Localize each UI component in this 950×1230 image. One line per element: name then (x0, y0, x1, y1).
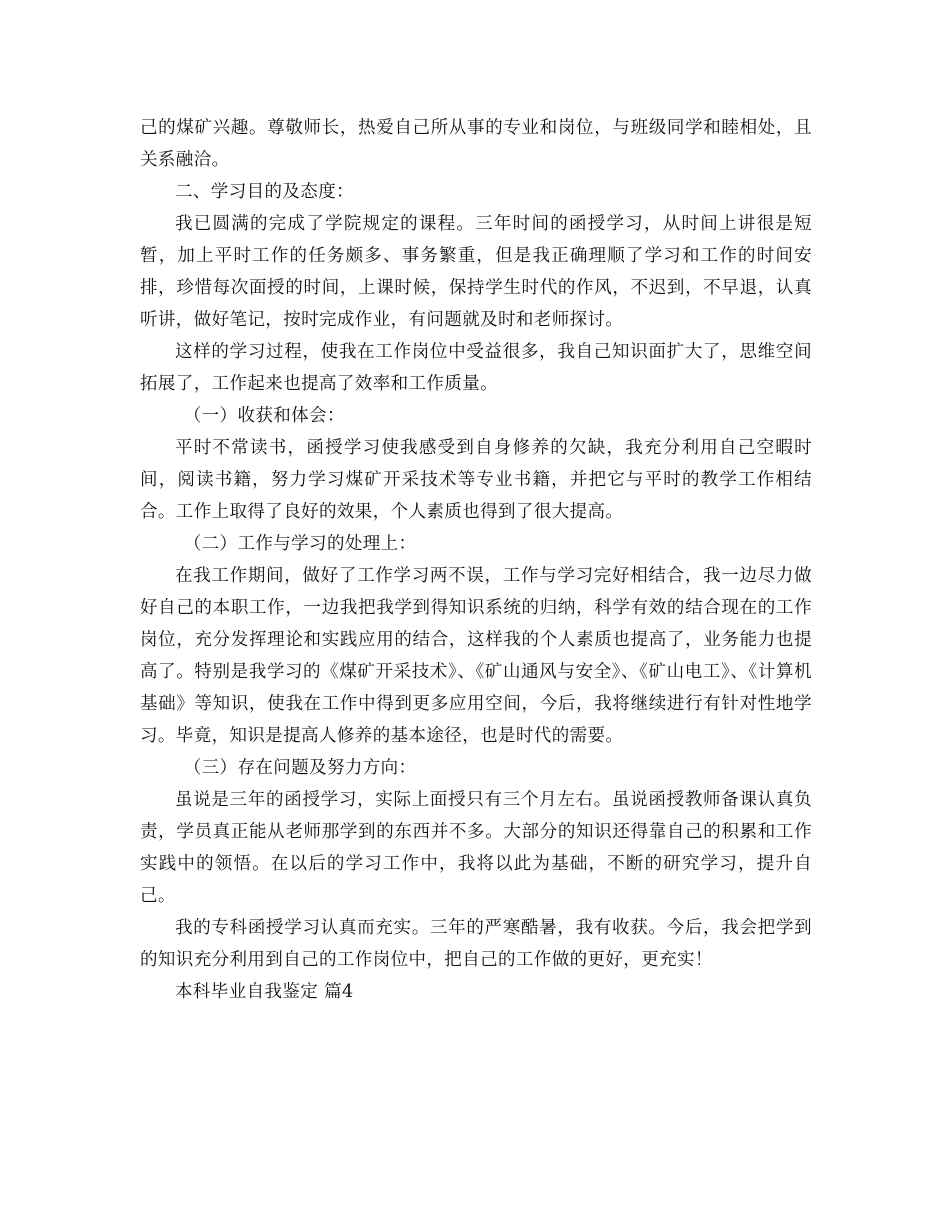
section-title-part-4: 本科毕业自我鉴定 篇4 (175, 982, 354, 1002)
paragraph-study-benefits: 这样的学习过程，使我在工作岗位中受益很多，我自己知识面扩大了，思维空间拓展了，工作起来也提高了效率和工作质量。 (140, 342, 812, 394)
paragraph-conclusion: 我的专科函授学习认真而充实。三年的严寒酷暑，我有收获。今后，我会把学到的知识充分利用到自己的工作岗位中，把自己的工作做的更好，更充实！ (140, 918, 812, 970)
paragraph-problems-direction: 虽说是三年的函授学习，实际上面授只有三个月左右。虽说函授教师备课认真负责，学员真正能从老师那学到的东西并不多。大部分的知识还得靠自己的积累和工作实践中的领悟。在以后的学习工作中，我将以此为基础，不断的研究学习，提升自己。 (140, 790, 812, 906)
paragraph-conduct-continued: 己的煤矿兴趣。尊敬师长，热爱自己所从事的专业和岗位，与班级同学和睦相处，且关系融洽。 (140, 118, 812, 170)
document-body (140, 112, 812, 1008)
subheading-work-study-balance: （二）工作与学习的处理上： (183, 534, 417, 554)
section-heading-study-purpose: 二、学习目的及态度： (175, 182, 354, 202)
paragraph-gains: 平时不常读书，函授学习使我感受到自身修养的欠缺，我充分利用自己空暇时间，阅读书籍，努力学习煤矿开采技术等专业书籍，并把它与平时的教学工作相结合。工作上取得了良好的效果，个人素质也得到了很大提高。 (140, 438, 812, 522)
paragraph-work-study-balance: 在我工作期间，做好了工作学习两不误，工作与学习完好相结合，我一边尽力做好自己的本职工作，一边我把我学到得知识系统的归纳，科学有效的结合现在的工作岗位，充分发挥理论和实践应用的结合，这样我的个人素质也提高了，业务能力也提高了。特别是我学习的《煤矿开采技术》、《矿山通风与安全》、《矿山电工》、《计算机基础》等知识，使我在工作中得到更多应用空间，今后，我将继续进行有针对性地学习。毕竟，知识是提高人修养的基本途径，也是时代的需要。 (140, 566, 812, 746)
subheading-problems-direction: （三）存在问题及努力方向： (183, 758, 417, 778)
subheading-gains: （一）收获和体会： (183, 406, 345, 426)
paragraph-course-completion: 我已圆满的完成了学院规定的课程。三年时间的函授学习，从时间上讲很是短暂，加上平时工作的任务颇多、事务繁重，但是我正确理顺了学习和工作的时间安排，珍惜每次面授的时间，上课时候，保持学生时代的作风，不迟到，不早退，认真听讲，做好笔记，按时完成作业，有问题就及时和老师探讨。 (140, 214, 812, 330)
